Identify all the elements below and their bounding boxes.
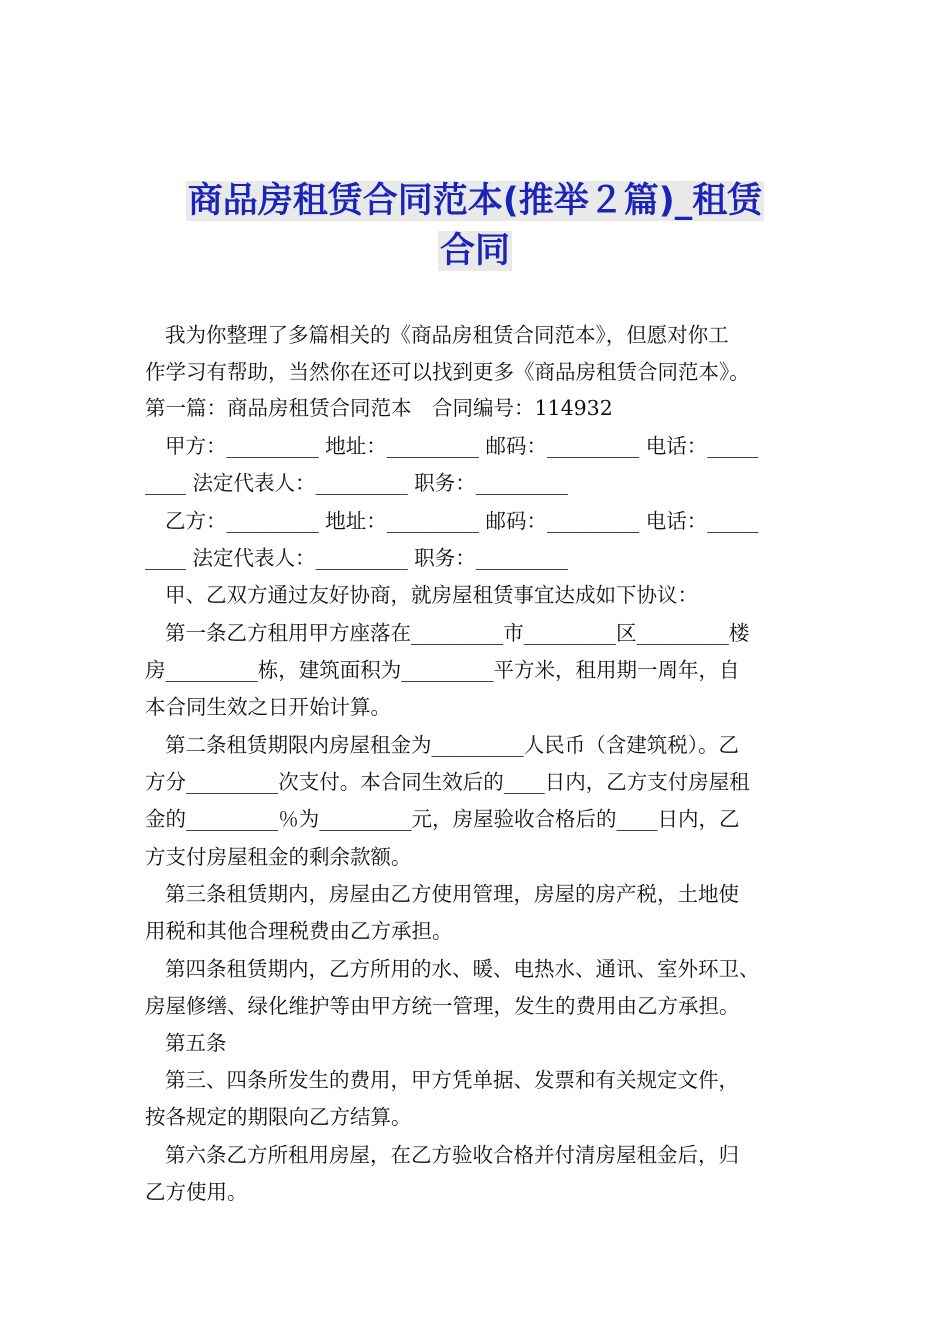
document-title-line-2: 合同 — [439, 231, 510, 271]
clause-line: 按各规定的期限向乙方结算。 — [145, 1105, 412, 1129]
body-line: 作学习有帮助，当然你在还可以找到更多《商品房租赁合同范本》。 — [145, 360, 750, 384]
clause-line: 用税和其他合理税费由乙方承担。 — [145, 919, 453, 943]
body-line: 我为你整理了多篇相关的《商品房租赁合同范本》，但愿对你工 — [165, 323, 729, 347]
clause-line: 乙方使用。 — [145, 1180, 248, 1204]
clause-line: 第二条租赁期限内房屋租金为_________人民币（含建筑税）。乙 — [165, 733, 739, 757]
clause-line: 房屋修缮、绿化维护等由甲方统一管理，发生的费用由乙方承担。 — [145, 994, 740, 1018]
document-title-line-1: 商品房租赁合同范本(推举２篇)_租赁 — [187, 181, 763, 221]
clause-line: 第六条乙方所租用房屋，在乙方验收合格并付清房屋租金后，归 — [165, 1143, 739, 1167]
clause-line: 第三条租赁期内，房屋由乙方使用管理，房屋的房产税，土地使 — [165, 882, 739, 906]
party-b-line: 乙方：_________ 地址：_________ 邮码：_________ 电话：_____ — [165, 509, 759, 533]
clause-line: 本合同生效之日开始计算。 — [145, 695, 391, 719]
body-line: 甲、乙双方通过友好协商，就房屋租赁事宜达成如下协议： — [165, 583, 698, 607]
party-a-line: ____ 法定代表人：_________ 职务：_________ — [145, 471, 569, 495]
clause-line: 房_________栋，建筑面积为_________平方米，租用期一周年，自 — [145, 658, 740, 682]
clause-line: 第四条租赁期内，乙方所用的水、暖、电热水、通讯、室外环卫、 — [165, 957, 760, 981]
section-heading-line: 第一篇：商品房租赁合同范本 合同编号：114932 — [145, 396, 613, 420]
clause-line: 方分_________次支付。本合同生效后的____日内，乙方支付房屋租 — [145, 770, 750, 794]
clause-line: 方支付房屋租金的剩余款额。 — [145, 845, 412, 869]
clause-line: 第三、四条所发生的费用，甲方凭单据、发票和有关规定文件， — [165, 1068, 739, 1092]
party-a-line: 甲方：_________ 地址：_________ 邮码：_________ 电话：_____ — [165, 434, 759, 458]
clause-line: 金的_________％为_________元，房屋验收合格后的____日内，乙 — [145, 807, 740, 831]
clause-line: 第一条乙方租用甲方座落在_________市_________区_________楼 — [165, 621, 750, 645]
clause-line: 第五条 — [165, 1031, 227, 1055]
party-b-line: ____ 法定代表人：_________ 职务：_________ — [145, 546, 569, 570]
